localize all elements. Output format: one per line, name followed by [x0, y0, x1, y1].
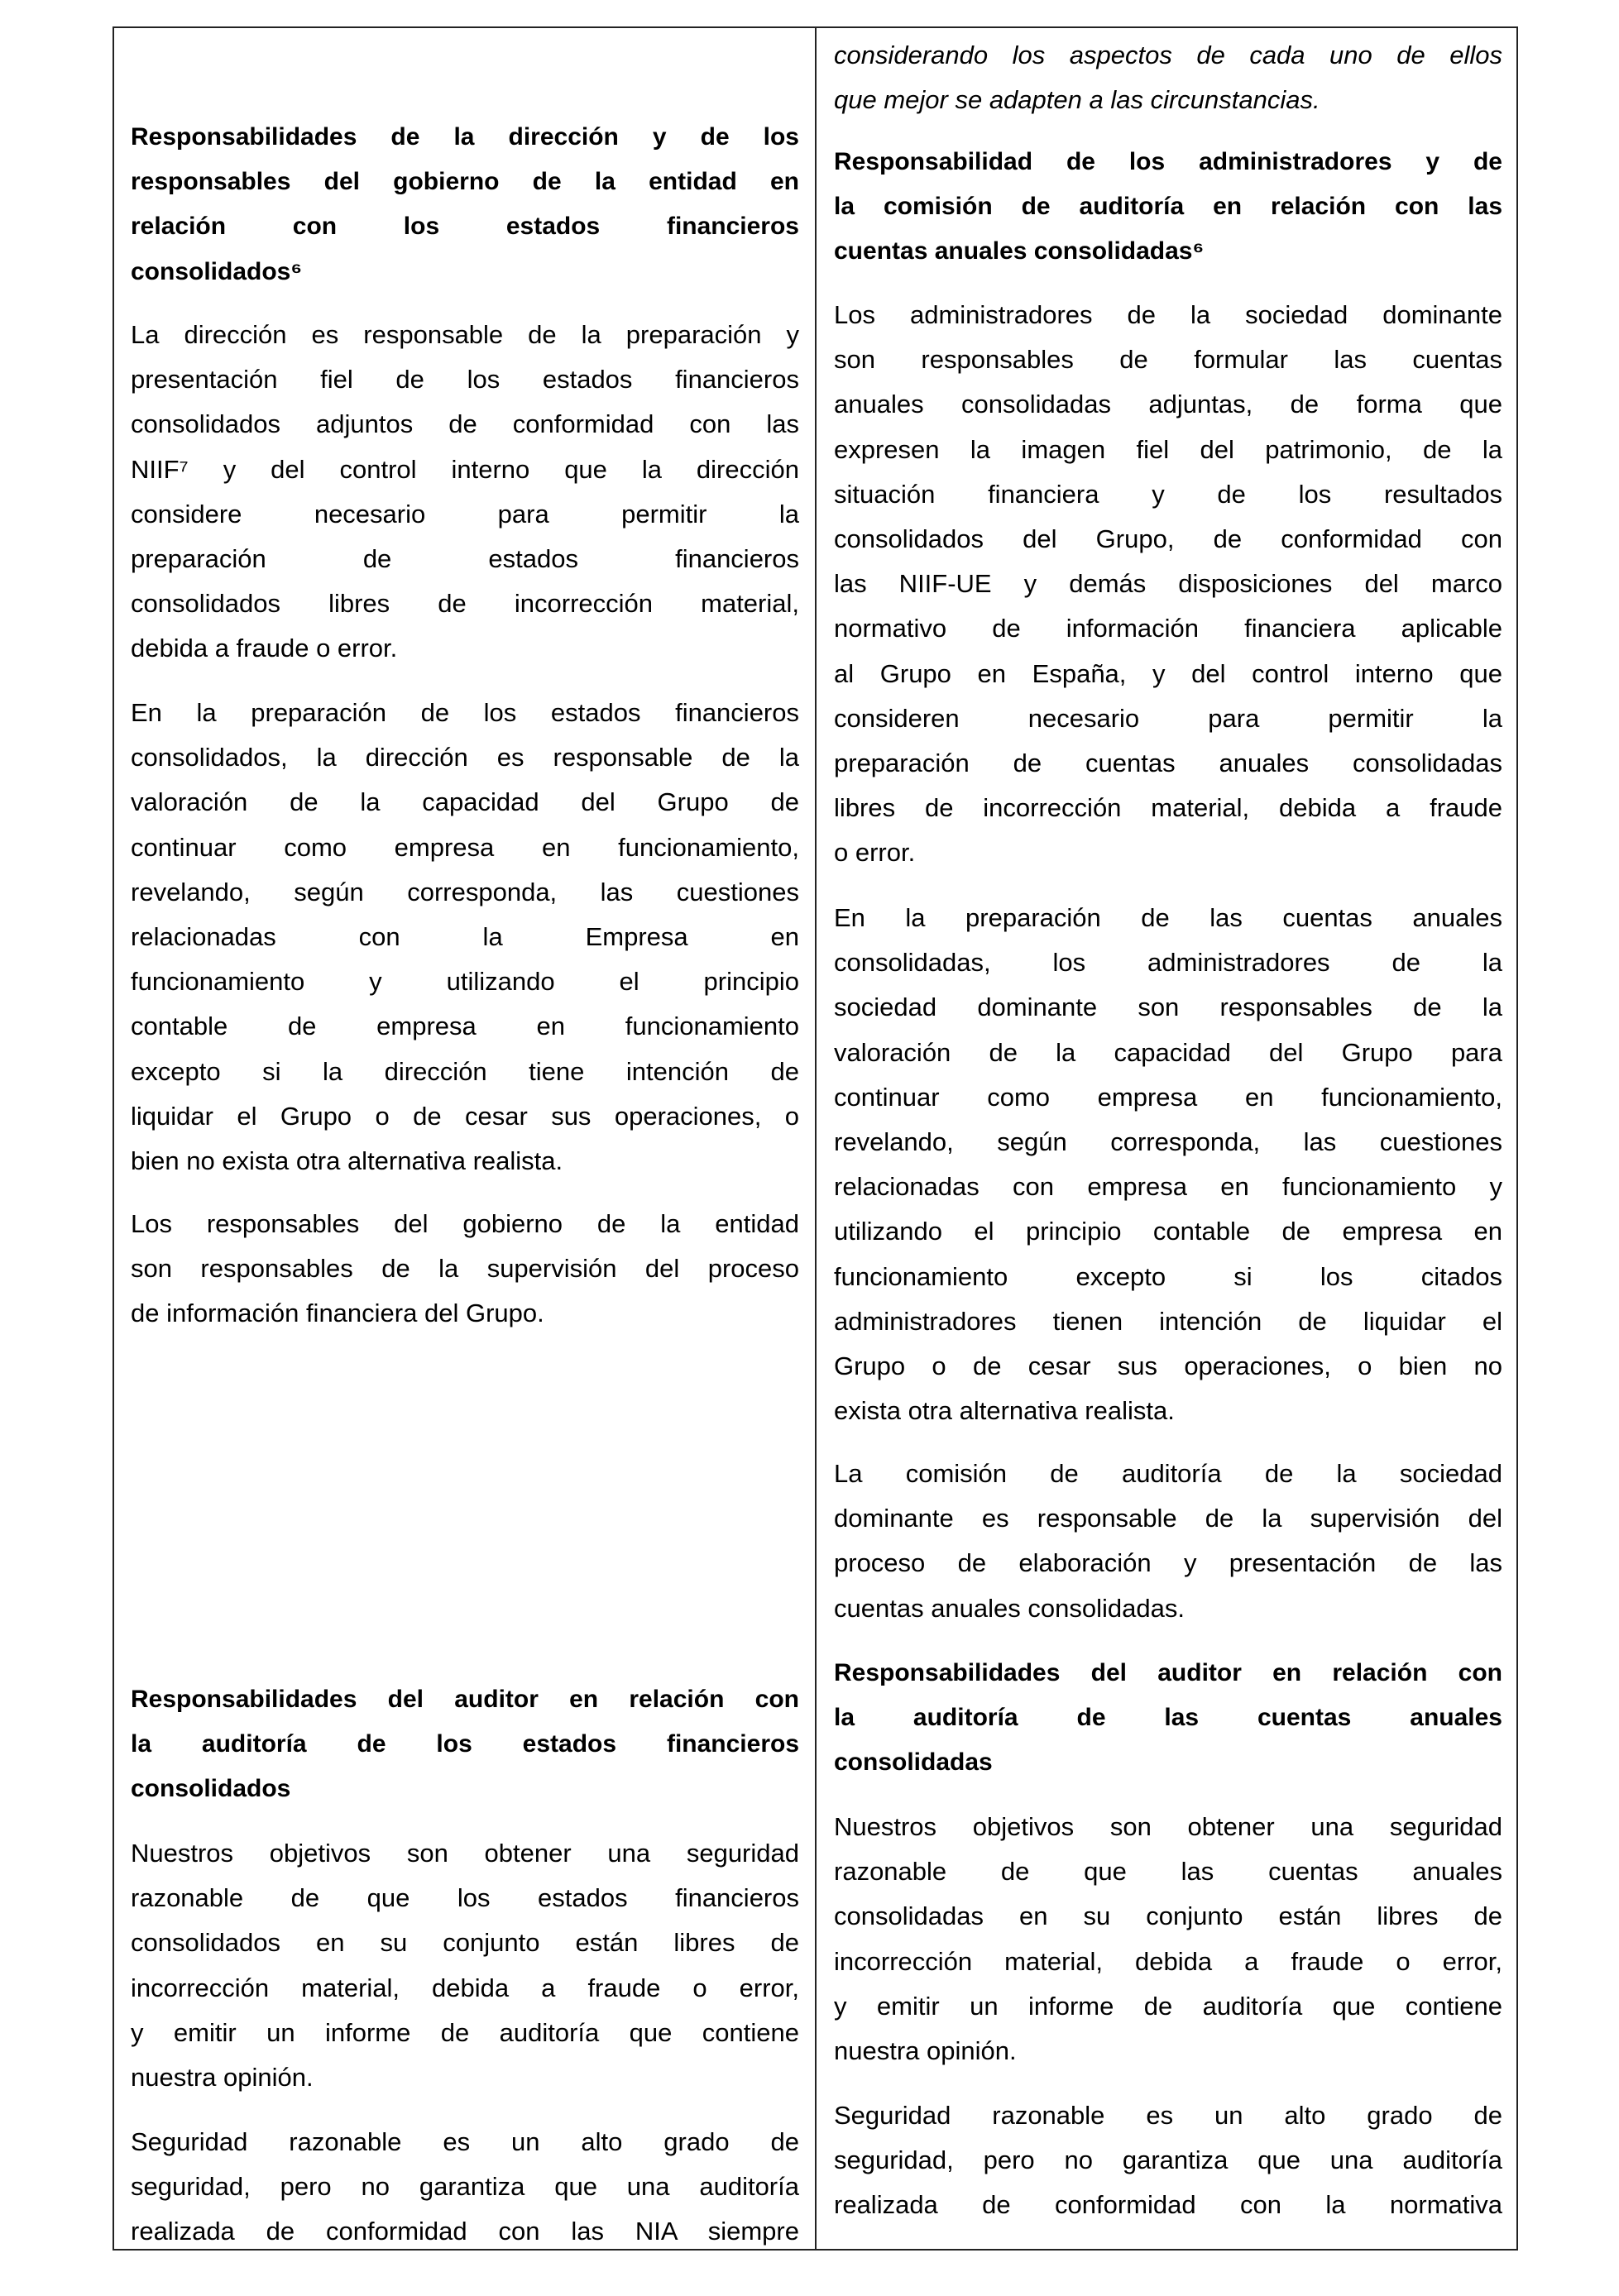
left-paragraph-seguridad — [131, 2120, 799, 2255]
text-line: continuar como empresa en funcionamiento, — [834, 1082, 1502, 1112]
text-line: consolidadas en su conjunto están libres de — [834, 1901, 1502, 1931]
text-line: contable de empresa en funcionamiento — [131, 1012, 799, 1041]
text-line: cuentas anuales consolidadas. — [834, 1593, 1185, 1623]
text-line: presentación fiel de los estados financieros — [131, 365, 799, 395]
text-line: Grupo o de cesar sus operaciones, o bien no — [834, 1351, 1502, 1380]
text-line: situación financiera y de los resultados — [834, 479, 1502, 509]
text-line: al Grupo en España, y del control interno que — [834, 658, 1502, 688]
text-line: debida a fraude o error. — [131, 634, 398, 663]
text-line: consolidadas, los administradores de la — [834, 948, 1502, 978]
text-line: Nuestros objetivos son obtener una seguridad — [131, 1839, 799, 1868]
text-line: En la preparación de las cuentas anuales — [834, 903, 1502, 932]
text-line: realizada de conformidad con las NIA siempre — [131, 2217, 799, 2246]
text-line: valoración de la capacidad del Grupo de — [131, 787, 799, 817]
text-line: razonable de que las cuentas anuales — [834, 1857, 1502, 1887]
text-line: valoración de la capacidad del Grupo para — [834, 1037, 1502, 1067]
text-line: relacionadas con empresa en funcionamiento y — [834, 1172, 1502, 1202]
text-line: la auditoría de los estados financieros — [131, 1730, 799, 1758]
text-line: y emitir un informe de auditoría que contiene — [834, 1991, 1502, 2021]
text-line: Nuestros objetivos son obtener una seguridad — [834, 1812, 1502, 1841]
text-line: En la preparación de los estados financieros — [131, 698, 799, 727]
text-line: Responsabilidades del auditor en relación con — [131, 1686, 799, 1713]
text-line: consolidados en su conjunto están libres de — [131, 1928, 799, 1958]
text-line: razonable de que los estados financieros — [131, 1883, 799, 1913]
text-line: las NIIF-UE y demás disposiciones del marco — [834, 569, 1502, 599]
right-paragraph-seguridad — [834, 2093, 1502, 2228]
text-line: sociedad dominante son responsables de la — [834, 993, 1502, 1022]
text-line: consolidados libres de incorrección material, — [131, 589, 799, 619]
text-line: funcionamiento y utilizando el principio — [131, 967, 799, 997]
text-line: de información financiera del Grupo. — [131, 1299, 544, 1328]
text-line: realizada de conformidad con la normativa — [834, 2190, 1502, 2220]
text-line: utilizando el principio contable de empresa en — [834, 1217, 1502, 1246]
text-line: La comisión de auditoría de la sociedad — [834, 1459, 1502, 1488]
text-line: y emitir un informe de auditoría que contiene — [131, 2017, 799, 2047]
right-paragraph-formular — [834, 293, 1502, 875]
text-line: nuestra opinión. — [834, 2035, 1017, 2065]
left-paragraph-objetivos — [131, 1831, 799, 2100]
text-line: consolidados, la dirección es responsable de la — [131, 743, 799, 773]
text-line: considerando los aspectos de cada uno de ellos — [834, 41, 1502, 69]
text-line: consolidados del Grupo, de conformidad con — [834, 524, 1502, 553]
text-line: excepto si la dirección tiene intención de — [131, 1056, 799, 1086]
text-line: revelando, según corresponda, las cuestiones — [834, 1126, 1502, 1156]
text-line: Responsabilidad de los administradores y de — [834, 148, 1502, 175]
text-line: liquidar el Grupo o de cesar sus operaciones, o — [131, 1101, 799, 1131]
text-line: cuentas anuales consolidadas⁶ — [834, 237, 1205, 265]
text-line: preparación de cuentas anuales consolidadas — [834, 748, 1502, 777]
text-line: funcionamiento excepto si los citados — [834, 1261, 1502, 1291]
text-line: relación con los estados financieros — [131, 213, 799, 241]
text-line: que mejor se adapten a las circunstancias. — [834, 85, 1320, 115]
text-line: anuales consolidadas adjuntas, de forma que — [834, 390, 1502, 419]
left-paragraph-gobierno — [131, 1202, 799, 1337]
text-line: NIIF⁷ y del control interno que la dirección — [131, 454, 799, 484]
text-line: consolidados — [131, 1775, 291, 1803]
text-line: Responsabilidades de la dirección y de los — [131, 123, 799, 151]
text-line: dominante es responsable de la supervisión del — [834, 1504, 1502, 1533]
left-paragraph-funcionamiento — [131, 691, 799, 1184]
text-line: consolidados⁶ — [131, 257, 303, 285]
text-line: incorrección material, debida a fraude o error, — [834, 1946, 1502, 1976]
text-line: proceso de elaboración y presentación de las — [834, 1548, 1502, 1578]
text-line: Seguridad razonable es un alto grado de — [834, 2101, 1502, 2130]
text-line: Responsabilidades del auditor en relación con — [834, 1659, 1502, 1686]
right-heading-auditor — [834, 1651, 1502, 1786]
left-heading-auditor — [131, 1677, 799, 1812]
right-paragraph-objetivos — [834, 1805, 1502, 2074]
column-divider — [815, 26, 817, 2251]
text-line: consideren necesario para permitir la — [834, 703, 1502, 733]
text-line: preparación de estados financieros — [131, 543, 799, 573]
text-line: responsables del gobierno de la entidad en — [131, 168, 799, 196]
text-line: libres de incorrección material, debida a fraude — [834, 793, 1502, 823]
text-line: Los administradores de la sociedad dominante — [834, 300, 1502, 329]
text-line: nuestra opinión. — [131, 2062, 314, 2092]
text-line: seguridad, pero no garantiza que una auditoría — [131, 2172, 799, 2202]
text-line: consolidados adjuntos de conformidad con las — [131, 409, 799, 439]
text-line: Seguridad razonable es un alto grado de — [131, 2127, 799, 2156]
text-line: la auditoría de las cuentas anuales — [834, 1704, 1502, 1732]
right-heading-administradores — [834, 140, 1502, 275]
right-paragraph-continuation — [834, 33, 1502, 122]
text-line: bien no exista otra alternativa realista. — [131, 1146, 563, 1175]
text-line: expresen la imagen fiel del patrimonio, de la — [834, 434, 1502, 464]
text-line: exista otra alternativa realista. — [834, 1396, 1175, 1426]
text-line: administradores tienen intención de liquidar el — [834, 1306, 1502, 1336]
text-line: incorrección material, debida a fraude o error, — [131, 1973, 799, 2002]
text-line: o error. — [834, 838, 916, 868]
text-line: continuar como empresa en funcionamiento, — [131, 832, 799, 862]
text-line: normativo de información financiera aplicable — [834, 614, 1502, 643]
text-line: consolidadas — [834, 1748, 993, 1777]
text-line: La dirección es responsable de la preparación y — [131, 320, 799, 349]
right-paragraph-comision — [834, 1452, 1502, 1631]
text-line: son responsables de formular las cuentas — [834, 345, 1502, 375]
text-line: revelando, según corresponda, las cuestiones — [131, 877, 799, 906]
text-line: Los responsables del gobierno de la entidad — [131, 1209, 799, 1238]
left-paragraph-preparacion — [131, 313, 799, 672]
text-line: relacionadas con la Empresa en — [131, 921, 799, 951]
right-paragraph-funcionamiento — [834, 896, 1502, 1433]
text-line: considere necesario para permitir la — [131, 499, 799, 529]
text-line: seguridad, pero no garantiza que una auditoría — [834, 2145, 1502, 2175]
text-line: la comisión de auditoría en relación con las — [834, 193, 1502, 221]
left-heading-direccion — [131, 115, 799, 294]
text-line: son responsables de la supervisión del proceso — [131, 1254, 799, 1284]
